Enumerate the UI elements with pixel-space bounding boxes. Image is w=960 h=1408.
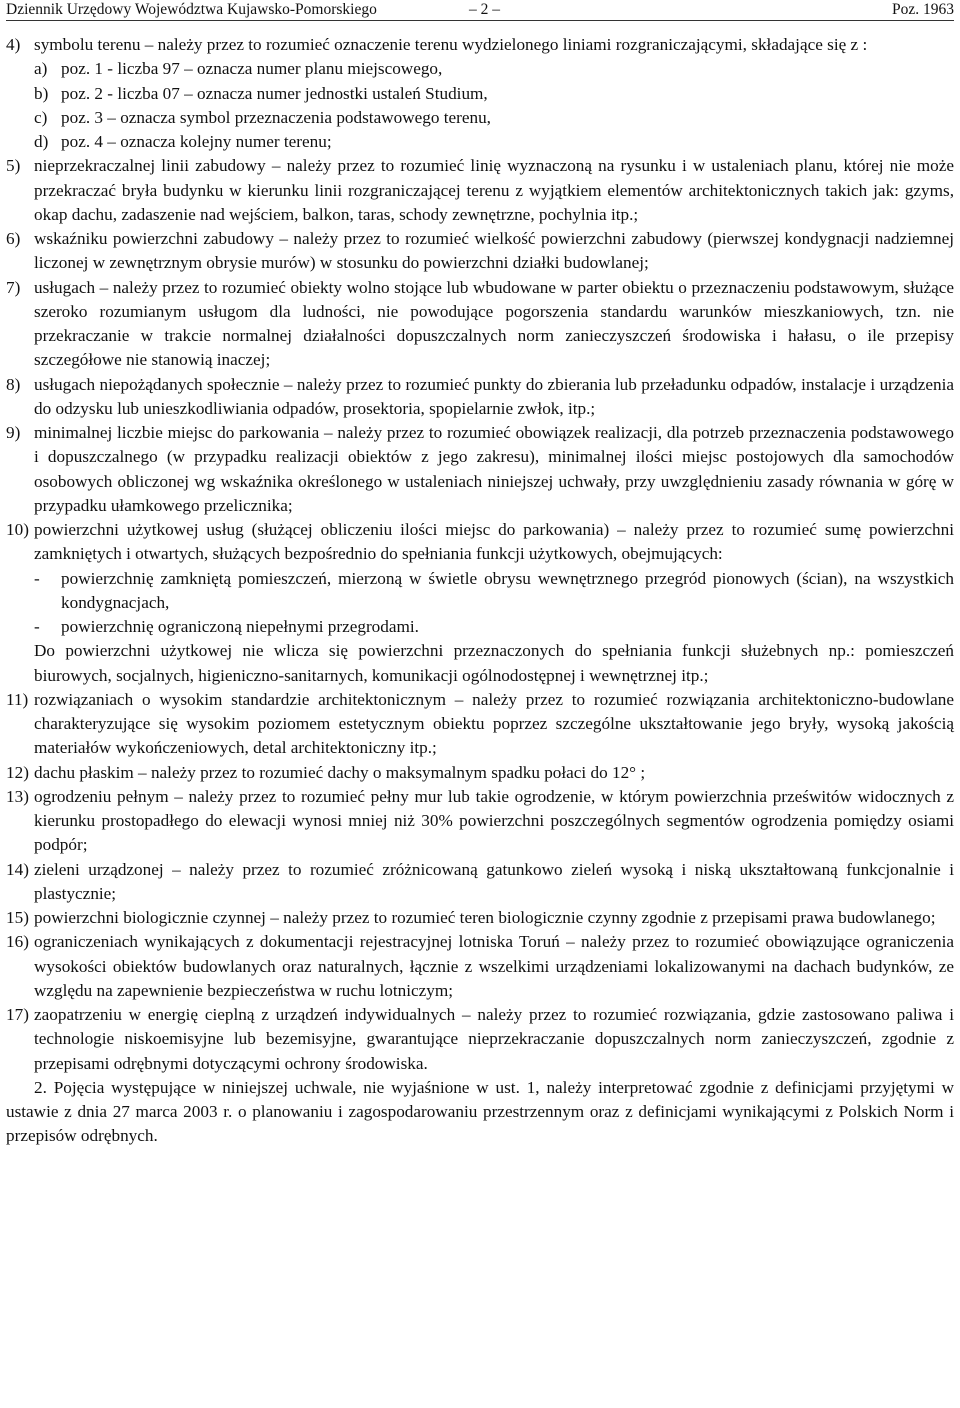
item-number: 17) [6, 1005, 29, 1024]
sub-item-d [6, 130, 954, 154]
closing-paragraph: 2. Pojęcia występujące w niniejszej uchwale, nie wyjaśnione w ust. 1, należy interpretować zgodnie z definicjami przyjętymi w ustawie z dnia 27 marca 2003 r. o planowaniu i zagospodarowaniu przestrzennym oraz z definicjami wynikającymi z Polskich Norm i przepisów odrębnych. [6, 1077, 954, 1146]
sub-item-label: d) [34, 132, 49, 151]
item-number: 15) [6, 908, 29, 927]
definition-item-4 [6, 33, 954, 57]
definition-item-11 [6, 688, 954, 761]
definition-item-14 [6, 858, 954, 907]
definition-item-5 [6, 154, 954, 227]
page-number: – 2 – [469, 1, 500, 18]
sub-item-text: poz. 3 – oznacza symbol przeznaczenia podstawowego terenu, [61, 107, 491, 127]
item-number: 8) [6, 374, 21, 394]
item-10-continuation: Do powierzchni użytkowej nie wlicza się powierzchni przeznaczonych do spełniania funkcji służebnych np.: pomieszczeń biurowych, socjalnych, higieniczno-sanitarnych, komunikacji ogólnodostępnej i wewnętrznej itp.; [34, 641, 954, 685]
sub-item-a [6, 57, 954, 81]
definition-item-17 [6, 1003, 954, 1076]
definition-item-8 [6, 373, 954, 422]
item-text: symbolu terenu – należy przez to rozumieć oznaczenie terenu wydzielonego liniami rozgraniczającymi, składające się z : [34, 35, 868, 54]
sub-item-text: powierzchnię ograniczoną niepełnymi przegrodami. [61, 617, 419, 636]
page-header [6, 0, 954, 20]
item-text: minimalnej liczbie miejsc do parkowania – należy przez to rozumieć obowiązek realizacji, dla potrzeb przeznaczenia podstawowego i dopuszczalnego (w przypadku realizacji obiektów z jego zakresu), minimalnej ilości miejsc postojowych dla samochodów osobowych obliczonej wg wskaźnika określonego w ustaleniach niniejszej uchwały, przy uwzględnieniu zasady równania w górę w przypadku ułamkowego przelicznika; [34, 423, 954, 515]
sub-item-label: - [34, 568, 40, 588]
item-text: nieprzekraczalnej linii zabudowy – należy przez to rozumieć linię wyznaczoną na rysunku i w ustaleniach planu, której nie może przekraczać bryła budynku w kierunku linii rozgraniczającej terenu z wyjątkiem elementów architektonicznych takich jak: gzyms, okap dachu, zadaszenie nad wejściem, balkon, taras, schody zewnętrzne, pochylnia itp.; [34, 156, 954, 224]
item-number: 9) [6, 423, 21, 442]
item-text: wskaźniku powierzchni zabudowy – należy przez to rozumieć wielkość powierzchni zabudowy (pierwszej kondygnacji nadziemnej liczonej w zewnętrznym obrysie murów) w stosunku do powierzchni działki budowlanej; [34, 229, 954, 273]
item-number: 10) [6, 520, 29, 539]
item-number: 13) [6, 786, 29, 806]
item-text: powierzchni użytkowej usług (służącej obliczeniu ilości miejsc do parkowania) – należy przez to rozumieć sumę powierzchni zamkniętych i otwartych, służących bezpośrednio do spełniania funkcji użytkowych, obejmujących: [34, 520, 954, 564]
sub-item-label: a) [34, 59, 48, 79]
item-number: 14) [6, 859, 29, 879]
sub-item-text: poz. 4 – oznacza kolejny numer terenu; [61, 132, 332, 151]
item-number: 6) [6, 229, 21, 248]
definition-item-15 [6, 906, 954, 930]
item-text: usługach – należy przez to rozumieć obiekty wolno stojące lub wbudowane w parter obiektu o przeznaczeniu podstawowym, służące szeroko rozumianym usługom dla ludności, nie powodujące pogorszenia standardu warunków mieszkaniowych, tzn. nie przekraczanie w trakcie normalnej działalności dopuszczalnych norm zanieczyszczeń środowiska i hałasu, o ile przepisy szczegółowe nie stanowią inaczej; [34, 277, 954, 370]
item-number: 11) [6, 689, 29, 709]
sub-item-b [6, 82, 954, 106]
item-text: ograniczeniach wynikających z dokumentacji rejestracyjnej lotniska Toruń – należy przez to rozumieć obowiązujące ograniczenia wysokości obiektów budowlanych oraz naturalnych, łącznie z wszelkimi urządzeniami lokalizowanymi na dachach budynków, ze względu na zapewnienie bezpieczeństwa w ruchu lotniczym; [34, 932, 954, 1000]
sub-item-label: b) [34, 83, 49, 103]
item-number: 7) [6, 277, 21, 297]
definition-item-10 [6, 518, 954, 567]
item-number: 4) [6, 35, 21, 54]
item-text: zaopatrzeniu w energię cieplną z urządzeń indywidualnych – należy przez to rozumieć rozwiązania, gdzie zastosowano paliwa i technologie niskoemisyjne lub bezemisyjne, gwarantujące nieprzekraczanie dopuszczalnych norm zanieczyszczeń, zgodnie z przepisami odrębnymi dotyczącymi ochrony środowiska. [34, 1005, 954, 1073]
journal-title: Dziennik Urzędowy Województwa Kujawsko-Pomorskiego [6, 1, 377, 18]
header-divider [6, 20, 954, 21]
item-number: 16) [6, 932, 29, 952]
definition-item-13 [6, 785, 954, 858]
sub-item-text: powierzchnię zamkniętą pomieszczeń, mierzoną w świetle obrysu wewnętrznego przegród pionowych (ścian), na wszystkich kondygnacjach, [61, 568, 954, 612]
item-text: dachu płaskim – należy przez to rozumieć dachy o maksymalnym spadku połaci do 12° ; [34, 762, 646, 782]
sub-item-label: c) [34, 107, 48, 127]
item-text: powierzchni biologicznie czynnej – należy przez to rozumieć teren biologicznie czynny zgodnie z przepisami prawa budowlanego; [34, 908, 936, 927]
definition-item-12 [6, 761, 954, 785]
document-body [6, 33, 954, 1149]
sub-item-text: poz. 1 - liczba 97 – oznacza numer planu miejscowego, [61, 59, 443, 79]
item-text: usługach niepożądanych społecznie – należy przez to rozumieć punkty do zbierania lub przeładunku odpadów, instalacje i urządzenia do odzysku lub unieszkodliwiania odpadów, prosektoria, spopielarnie zwłok, itp.; [34, 374, 954, 418]
definition-item-16 [6, 930, 954, 1003]
item-number: 12) [6, 762, 29, 782]
sub-item-c [6, 106, 954, 130]
sub-item-dash-2 [6, 615, 954, 639]
sub-item-text: poz. 2 - liczba 07 – oznacza numer jednostki ustaleń Studium, [61, 83, 488, 103]
definition-item-7 [6, 276, 954, 373]
position-number: Poz. 1963 [892, 1, 954, 18]
item-text: rozwiązaniach o wysokim standardzie architektonicznym – należy przez to rozumieć rozwiązania architektoniczno-budowlane charakteryzujące się wysokim poziomem estetycznym obiektu poprzez szczególne ukształtowanie jego bryły, wysoką jakością materiałów wykończeniowych, detal architektoniczny itp.; [34, 689, 954, 758]
definition-item-6 [6, 227, 954, 276]
sub-item-label: - [34, 617, 40, 636]
sub-item-dash-1 [6, 567, 954, 616]
item-text: ogrodzeniu pełnym – należy przez to rozumieć pełny mur lub takie ogrodzenie, w którym powierzchnia prześwitów widocznych z kierunku prostopadłego do elewacji wynosi mniej niż 30% powierzchni poszczególnych segmentów ogrodzenia pomiędzy osiami podpór; [34, 786, 954, 855]
definition-item-9 [6, 421, 954, 518]
item-number: 5) [6, 156, 21, 176]
item-text: zieleni urządzonej – należy przez to rozumieć zróżnicowaną gatunkowo zieleń wysoką i niską ukształtowaną funkcjonalnie i plastycznie; [34, 859, 954, 903]
